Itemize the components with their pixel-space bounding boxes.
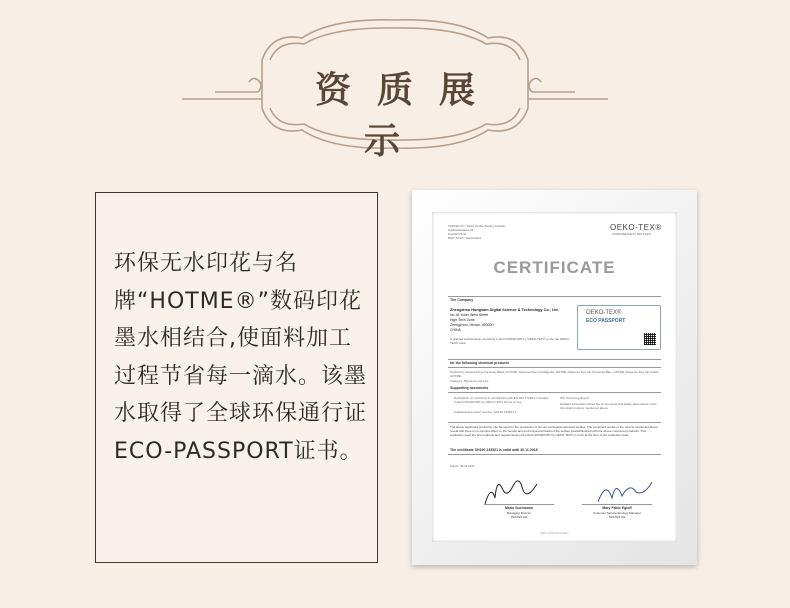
left-signer [484, 506, 554, 520]
supporting-item: Detailed information about the components and safety data sheets of the chemical products mentioned above [560, 402, 657, 410]
eco-passport-badge [577, 305, 661, 350]
supporting-item: Analytical test report number: SH190 133521.1 [454, 410, 517, 414]
supporting-item: ISC Screening Report [560, 396, 590, 400]
oeko-tex-tagline: CONFIDENCE IN TEXTILES [612, 232, 651, 236]
signer-title: Customer Service Ecology Manager [592, 510, 642, 515]
certificate-title: CERTIFICATE [493, 258, 616, 277]
company-name: Zhengzhou Hongsam Digital Science & Technology Co., Ltd. [450, 308, 559, 312]
company-heading: The Company [450, 298, 474, 302]
issuer-line: TESTEX AG, Swiss Textile Testing Institute [448, 224, 506, 228]
grant-text: is granted authorisation according to ECO PASSPORT by OEKO-TEX® to use the OEKO-TEX® mark [450, 337, 570, 345]
certificate-document [432, 212, 677, 542]
divider [448, 359, 661, 360]
certificate-issuer [448, 224, 518, 240]
page-title: 资质展示 [314, 69, 501, 162]
supporting-item: Declaration of conformity in accordance with EN ISO 17050-1 included in ECO PASSPORT by OEKO-TEX® Terms of Use [454, 396, 548, 404]
divider [448, 392, 661, 393]
validity-text: The certificate SH190 133521 is valid until 30.11.2018 [450, 448, 538, 452]
signature-line [484, 504, 554, 505]
section-header [0, 0, 790, 162]
address-line: No.16 Yulan West Street [450, 313, 489, 317]
divider [448, 454, 661, 455]
address-line: High-Tech Zone [450, 318, 475, 322]
signature-line [582, 504, 652, 505]
signer-org: TESTEX AG [608, 515, 626, 519]
issuer-line: Postfach 5.4a [448, 232, 467, 236]
supporting-heading: Supporting documents [450, 386, 489, 390]
right-signature-icon [592, 472, 662, 508]
company-address [450, 308, 570, 345]
statement-text: The above captioned product(s) can be used for the production of human-ecological optimised textiles. The combined results of the reports mentioned above reveal that there is no harmful effect on the human and environmental health of the textiles treated/finished with the above mentioned products. This evaluation used the test methods and requirements of the ECO PASSPORT by OEKO-TEX® in force at the time of the evaluation date. [450, 425, 658, 437]
signer-name: Mary Fabio Egloff [602, 506, 632, 510]
certificate-footer: OEKO-TEX® Association [540, 532, 569, 535]
address-line: Zhengzhou, Henan, 450000 [450, 323, 494, 327]
oeko-tex-logo: OEKO-TEX® [610, 223, 662, 232]
passport-name: ECO PASSPORT [586, 318, 626, 324]
issuer-line: 8027 Zürich, Switzerland [448, 236, 482, 240]
divider [448, 422, 661, 423]
divider [448, 296, 661, 297]
qr-code-icon [644, 333, 656, 345]
issuer-line: Gotthardstrasse 61 [448, 228, 474, 232]
right-signer [582, 506, 652, 520]
description-box [95, 192, 378, 563]
products-text: Product(s): Disperse Dye Ink Deep Black, HOTME, Disperse Dye Ink Magenta, HOTME, Disperse Dye Ink Turquoise Blue, HOTME, Disperse Dye Ink Yellow, HOTME [450, 370, 659, 378]
passport-brand: OEKO-TEX® [586, 310, 622, 316]
certificate-frame [412, 190, 697, 565]
certificate-mat [432, 212, 677, 542]
address-line: CHINA [450, 328, 461, 332]
place-date: Zürich, 30.11.2017 [450, 464, 475, 468]
signer-title: Managing Director [506, 510, 532, 515]
category-text: Category: Pigments and inks [450, 379, 489, 383]
products-heading: for the following chemical products [450, 361, 510, 365]
description-text: 环保无水印花与名牌“HOTME®”数码印花墨水相结合,使面料加工过程节省每一滴水。该墨水取得了全球环保通行证ECO-PASSPORT证书。 [114, 251, 368, 464]
divider [448, 367, 661, 368]
signer-org: TESTEX AG [510, 515, 528, 519]
signer-name: Mario Suchmann [504, 506, 534, 510]
